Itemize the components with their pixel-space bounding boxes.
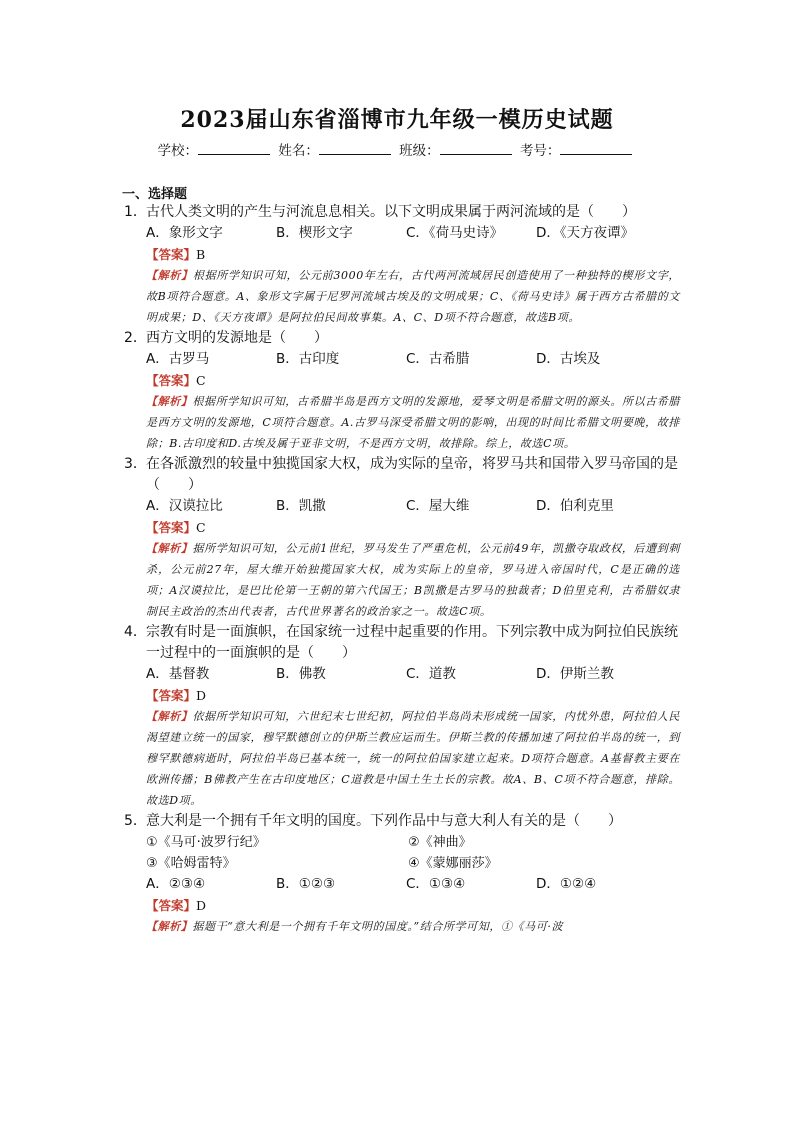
option-a: A．汉谟拉比: [146, 498, 223, 514]
option-b: B．①②③: [276, 876, 336, 892]
explanation-text: 根据所学知识可知，古希腊半岛是西方文明的发源地，爱琴文明是希腊文明的源头。所以古希腊是西方文明的发源地，C项符合题意。A.古罗马深受希腊文明的影响，出现的时间比希腊文明要晚，故排除；B.古印度和D.古埃及属于亚非文明，不是西方文明，故排除。综上，故选C项。: [146, 395, 680, 450]
question-number: 3．: [124, 456, 147, 472]
item-1: ①《马可·波罗行纪》: [146, 835, 266, 850]
answer-line: [124, 517, 680, 538]
items-row: [124, 832, 680, 853]
question-number: 4．: [124, 624, 147, 640]
answer-tag: 【答案】: [146, 688, 197, 703]
question-text: 宗教有时是一面旗帜，在国家统一过程中起重要的作用。下列宗教中成为阿拉伯民族统一过程中的一面旗帜的是（ ）: [146, 624, 678, 661]
explanation: [124, 706, 680, 811]
question-text: 西方文明的发源地是（ ）: [146, 330, 328, 346]
exam-no-blank[interactable]: [560, 143, 632, 155]
options-row: [124, 223, 680, 244]
question-text: 在各派激烈的较量中独揽国家大权，成为实际的皇帝，将罗马共和国带入罗马帝国的是（ ）: [146, 456, 678, 493]
question-stem: [124, 202, 680, 223]
answer-tag: 【答案】: [146, 247, 197, 262]
option-d: D．伊斯兰教: [536, 666, 614, 682]
explain-tag: 【解析】: [146, 395, 193, 408]
question-list: [124, 202, 680, 937]
option-b: B．凯撒: [276, 498, 326, 514]
question-4: [124, 622, 680, 811]
question-stem: [124, 811, 680, 832]
answer-value: C: [196, 520, 206, 535]
answer-value: D: [196, 688, 207, 703]
option-b: B．佛教: [276, 666, 326, 682]
question-3: [124, 454, 680, 622]
question-stem: [124, 622, 680, 664]
item-2: ②《神曲》: [408, 835, 472, 850]
answer-line: [124, 895, 680, 916]
option-c: C．屋大维: [406, 498, 470, 514]
options-row: [124, 874, 680, 895]
option-a: A．古罗马: [146, 351, 210, 367]
question-stem: [124, 328, 680, 349]
item-4: ④《蒙娜丽莎》: [408, 856, 498, 871]
explanation: [124, 916, 680, 937]
student-info-line: [0, 139, 794, 159]
explain-tag: 【解析】: [146, 269, 193, 282]
option-c: C．道教: [406, 666, 456, 682]
answer-tag: 【答案】: [146, 898, 197, 913]
explanation-text: 据所学知识可知，公元前1世纪，罗马发生了严重危机，公元前49年，凯撒夺取政权，后遭到刺杀，公元前27年，屋大维开始独揽国家大权，成为实际上的皇帝，罗马进入帝国时代，C是正确的选项；A汉谟拉比，是巴比伦第一王朝的第六代国王；B凯撒是古罗马的独裁者；D伯里克利，古希腊奴隶制民主政治的杰出代表者，古代世界著名的政治家之一。故选C项。: [146, 542, 681, 618]
page-title: 2023届山东省淄博市九年级一模历史试题: [180, 107, 614, 133]
option-d: D．①②④: [536, 876, 597, 892]
option-d: D．伯利克里: [536, 498, 614, 514]
option-a: A．②③④: [146, 876, 206, 892]
answer-line: [124, 685, 680, 706]
explanation: [124, 391, 680, 454]
explanation: [124, 265, 680, 328]
option-c: C．古希腊: [406, 351, 470, 367]
school-blank[interactable]: [198, 143, 270, 155]
question-5: [124, 811, 680, 937]
school-label: 学校：: [157, 143, 199, 159]
option-b: B．楔形文字: [276, 225, 353, 241]
explanation-text: 据题干“意大利是一个拥有千年文明的国度。”结合所学可知，①《马可·波: [192, 920, 564, 933]
answer-line: [124, 244, 680, 265]
options-row: [124, 496, 680, 517]
answer-value: B: [196, 247, 206, 262]
answer-tag: 【答案】: [146, 373, 197, 388]
question-text: 意大利是一个拥有千年文明的国度。下列作品中与意大利人有关的是（ ）: [146, 813, 622, 829]
options-row: [124, 664, 680, 685]
option-d: D．古埃及: [536, 351, 601, 367]
answer-tag: 【答案】: [146, 520, 197, 535]
class-blank[interactable]: [440, 143, 512, 155]
question-number: 5．: [124, 813, 147, 829]
options-row: [124, 349, 680, 370]
question-number: 2．: [124, 330, 147, 346]
question-1: [124, 202, 680, 328]
explanation: [124, 538, 680, 622]
question-number: 1．: [124, 204, 147, 220]
option-a: A．基督教: [146, 666, 210, 682]
option-b: B．古印度: [276, 351, 340, 367]
answer-value: D: [196, 898, 207, 913]
option-c: C．①③④: [406, 876, 466, 892]
explain-tag: 【解析】: [146, 542, 193, 555]
name-label: 姓名：: [278, 143, 319, 159]
explain-tag: 【解析】: [146, 710, 193, 723]
option-d: D．《天方夜谭》: [536, 225, 635, 241]
option-c: C．《荷马史诗》: [406, 225, 504, 241]
option-a: A．象形文字: [146, 225, 223, 241]
explain-tag: 【解析】: [146, 920, 193, 933]
explanation-text: 根据所学知识可知，公元前3000年左右，古代两河流域居民创造使用了一种独特的楔形文字，故B项符合题意。A、象形文字属于尼罗河流域古埃及的文明成果；C、《荷马史诗》属于西方古希腊的文明成果；D、《天方夜谭》是阿拉伯民间故事集。A、C、D项不符合题意，故选B项。: [146, 269, 681, 324]
question-stem: [124, 454, 680, 496]
exam-no-label: 考号：: [519, 143, 561, 159]
name-blank[interactable]: [319, 143, 391, 155]
class-label: 班级：: [399, 143, 440, 159]
question-text: 古代人类文明的产生与河流息息相关。以下文明成果属于两河流域的是（ ）: [146, 204, 636, 220]
section-heading: 一、选择题: [122, 187, 188, 202]
answer-line: [124, 370, 680, 391]
items-row: [124, 853, 680, 874]
explanation-text: 依据所学知识可知，六世纪末七世纪初，阿拉伯半岛尚未形成统一国家，内忧外患，阿拉伯人民渴望建立统一的国家，穆罕默德创立的伊斯兰教应运而生。伊斯兰教的传播加速了阿拉伯半岛的统一，到穆罕默德病逝时，阿拉伯半岛已基本统一，统一的阿拉伯国家建立起来。D项符合题意。A基督教主要在欧洲传播；B佛教产生在古印度地区；C道教是中国土生土长的宗教。故A、B、C项不符合题意，排除。故选D项。: [146, 710, 680, 807]
question-2: [124, 328, 680, 454]
answer-value: C: [196, 373, 206, 388]
item-3: ③《哈姆雷特》: [146, 856, 236, 871]
